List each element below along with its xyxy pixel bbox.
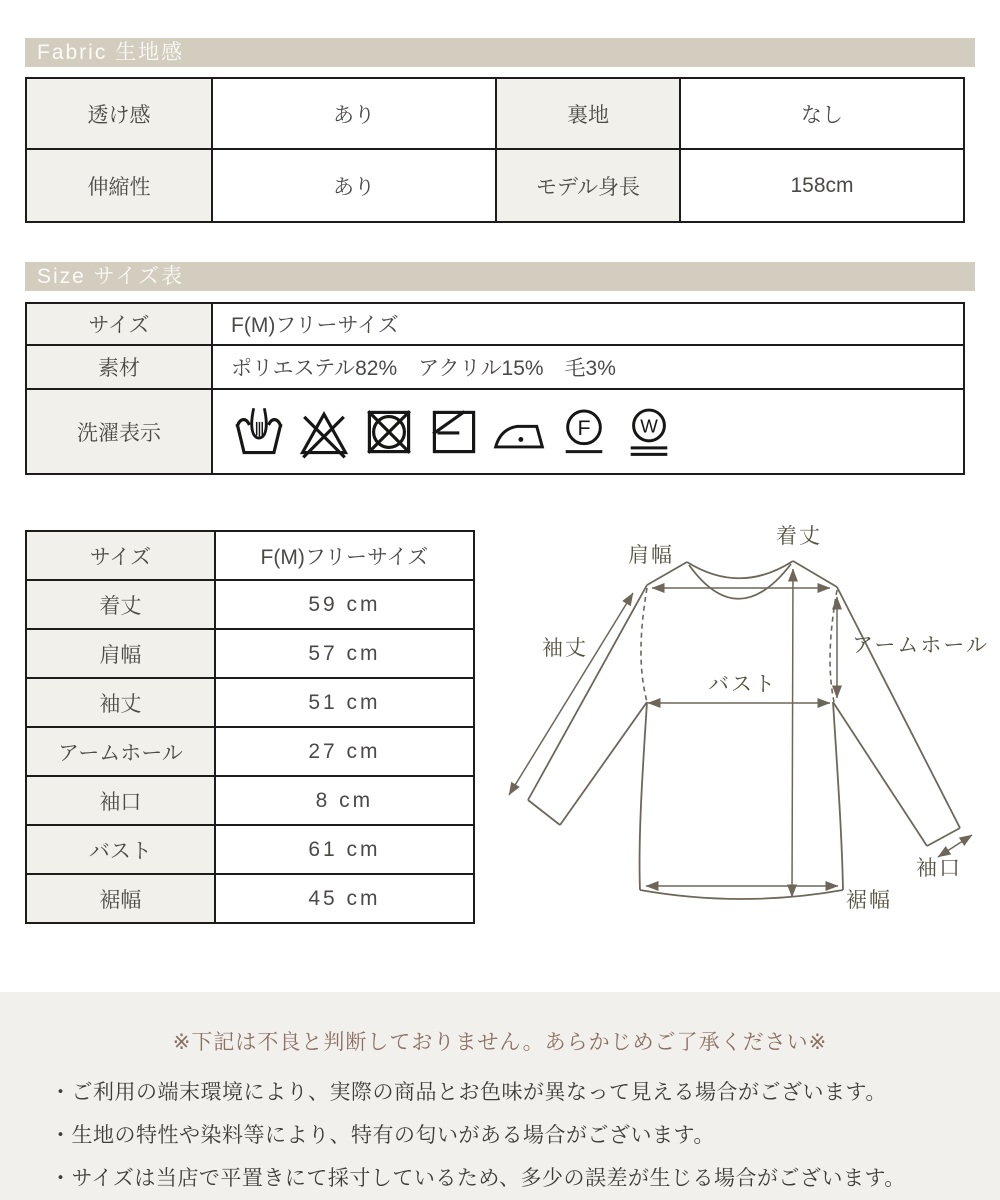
measure-label-shoulder: 肩幅 — [26, 629, 215, 678]
fabric-label-model-height: モデル身長 — [496, 149, 680, 222]
disclaimer-item-measure: ・サイズは当店で平置きにて採寸しているため、多少の誤差が生じる場合がございます。 — [50, 1167, 906, 1191]
table-row — [26, 727, 474, 776]
diagram-label-armhole: アームホール — [852, 634, 989, 657]
measure-value-size: F(M)フリーサイズ — [215, 531, 474, 580]
fabric-value-stretch: あり — [212, 149, 496, 222]
measure-value-sleeve: 51 cm — [215, 678, 474, 727]
table-row — [26, 149, 964, 222]
measure-value-cuff: 8 cm — [215, 776, 474, 825]
fabric-value-sheerness: あり — [212, 78, 496, 149]
disclaimer-item-color: ・ご利用の端末環境により、実際の商品とお色味が異なって見える場合がございます。 — [50, 1081, 887, 1104]
fabric-section-header: Fabric 生地感 — [25, 38, 975, 67]
measure-value-shoulder: 57 cm — [215, 629, 474, 678]
fabric-table — [25, 77, 965, 223]
measure-value-hem: 45 cm — [215, 874, 474, 923]
fabric-label-stretch: 伸縮性 — [26, 149, 212, 222]
table-row — [26, 776, 474, 825]
measure-value-armhole: 27 cm — [215, 727, 474, 776]
care-label: 洗濯表示 — [26, 389, 212, 474]
measure-label-armhole: アームホール — [26, 727, 215, 776]
fabric-value-lining: なし — [680, 78, 964, 149]
svg-text:W: W — [640, 414, 658, 436]
size-value: F(M)フリーサイズ — [212, 303, 964, 345]
size-section-header: Size サイズ表 — [25, 262, 975, 291]
disclaimer-heading: ※下記は不良と判断しておりません。あらかじめご了承ください※ — [172, 1031, 828, 1054]
table-row — [26, 629, 474, 678]
measure-value-length: 59 cm — [215, 580, 474, 629]
measure-label-size: サイズ — [26, 531, 215, 580]
do-not-bleach-icon — [296, 404, 352, 460]
table-row — [26, 580, 474, 629]
dimension-arrows — [509, 569, 972, 897]
measure-label-hem: 裾幅 — [26, 874, 215, 923]
table-row — [26, 874, 474, 923]
dry-clean-F-icon — [556, 404, 612, 460]
fabric-value-model-height: 158cm — [680, 149, 964, 222]
diagram-label-sleeve-length: 袖丈 — [542, 637, 588, 660]
table-row — [26, 531, 474, 580]
garment-outline — [528, 561, 960, 899]
table-row — [26, 303, 964, 345]
iron-low-icon — [491, 404, 547, 460]
wet-clean-W-icon — [621, 404, 677, 460]
table-row — [26, 678, 474, 727]
fabric-label-sheerness: 透け感 — [26, 78, 212, 149]
material-label: 素材 — [26, 345, 212, 389]
diagram-label-length: 着丈 — [776, 525, 822, 548]
size-info-table — [25, 302, 965, 475]
cuff-arrow — [938, 835, 972, 857]
diagram-label-shoulder-width: 肩幅 — [628, 544, 674, 567]
do-not-tumble-dry-icon — [361, 404, 417, 460]
dry-flat-in-shade-icon — [426, 404, 482, 460]
svg-text:F: F — [577, 415, 591, 440]
garment-measurement-diagram — [480, 505, 1000, 945]
measure-label-length: 着丈 — [26, 580, 215, 629]
hand-wash-icon — [231, 404, 287, 460]
sleeve-length-arrow — [509, 593, 633, 795]
table-row — [26, 78, 964, 149]
material-value: ポリエステル82% アクリル15% 毛3% — [212, 345, 964, 389]
size-label: サイズ — [26, 303, 212, 345]
table-row — [26, 389, 964, 474]
diagram-label-hem-width: 裾幅 — [846, 889, 892, 912]
measurements-table — [25, 530, 475, 924]
measure-label-sleeve: 袖丈 — [26, 678, 215, 727]
measure-value-bust: 61 cm — [215, 825, 474, 874]
disclaimer-item-smell: ・生地の特性や染料等により、特有の匂いがある場合がございます。 — [50, 1124, 715, 1148]
care-icons-cell — [212, 389, 964, 474]
table-row — [26, 345, 964, 389]
disclaimer-section — [0, 992, 1000, 1200]
table-row — [26, 825, 474, 874]
diagram-label-bust: バスト — [708, 673, 777, 696]
diagram-label-cuff: 袖口 — [916, 857, 962, 880]
measure-label-cuff: 袖口 — [26, 776, 215, 825]
length-arrow — [792, 569, 793, 897]
fabric-label-lining: 裏地 — [496, 78, 680, 149]
measure-label-bust: バスト — [26, 825, 215, 874]
